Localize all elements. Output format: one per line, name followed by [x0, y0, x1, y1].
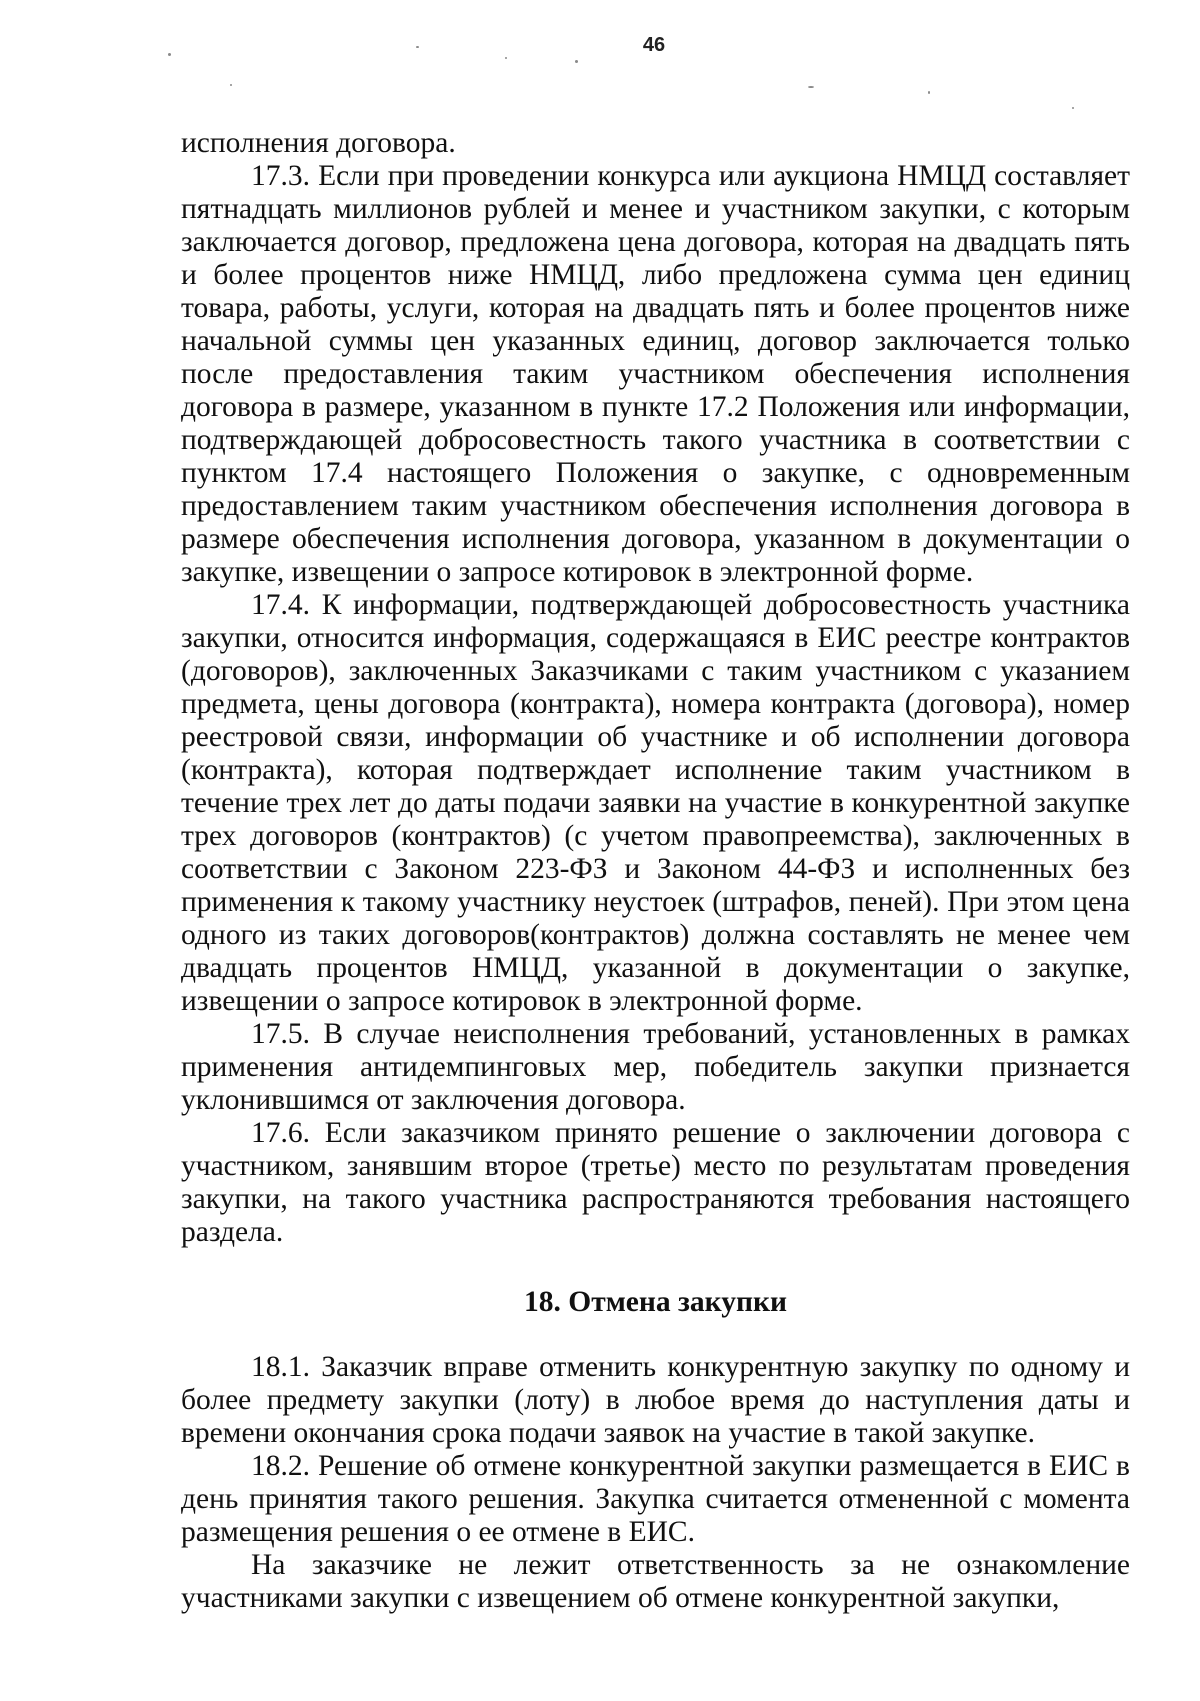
scan-speck	[928, 91, 930, 94]
section-heading: 18. Отмена закупки	[524, 1286, 787, 1318]
paragraph-17-3: 17.3. Если при проведении конкурса или аукциона НМЦД составляет пятнадцать миллионов рублей и менее и участником закупки, с которым заключается договор, предложена цена договора, которая на двадцать пять и более процентов ниже НМЦД, либо предложена сумма цен единиц товара, работы, услуги, которая на двадцать пять и более процентов ниже начальной суммы цен указанных единиц, договор заключается только после предоставления таким участником обеспечения исполнения договора в размере, указанном в пункте 17.2 Положения или информации, подтверждающей добросовестность такого участника в соответствии с пунктом 17.4 настоящего Положения о закупке, с одновременным предоставлением таким участником обеспечения исполнения договора в размере обеспечения исполнения договора, указанном в документации о закупке, извещении о запросе котировок в электронной форме.	[181, 160, 1130, 588]
paragraph-18-1: 18.1. Заказчик вправе отменить конкурентную закупку по одному и более предмету закупки (лоту) в любое время до наступления даты и времени окончания срока подачи заявок на участие в такой закупке.	[181, 1351, 1130, 1449]
paragraph-18-2-continued: На заказчике не лежит ответственность за не ознакомление участниками закупки с извещением об отмене конкурентной закупки,	[181, 1549, 1130, 1614]
scan-speck	[230, 84, 232, 86]
page-number: 46	[642, 34, 666, 56]
paragraph-18-2: 18.2. Решение об отмене конкурентной закупки размещается в ЕИС в день принятия такого решения. Закупка считается отмененной с момента размещения решения о ее отмене в ЕИС.	[181, 1450, 1130, 1548]
scan-speck	[1072, 107, 1074, 109]
paragraph-17-4: 17.4. К информации, подтверждающей добросовестность участника закупки, относится информация, содержащаяся в ЕИС реестре контрактов (договоров), заключенных Заказчиками с таким участником с указанием предмета, цены договора (контракта), номера контракта (договора), номер реестровой связи, информации об участнике и об исполнении договора (контракта), которая подтверждает исполнение таким участником в течение трех лет до даты подачи заявки на участие в конкурентной закупке трех договоров (контрактов) (с учетом правопреемства), заключенных в соответствии с Законом 223-ФЗ и Законом 44-ФЗ и исполненных без применения к такому участнику неустоек (штрафов, пеней). При этом цена одного из таких договоров(контрактов) должна составлять не менее чем двадцать процентов НМЦД, указанной в документации о закупке, извещении о запросе котировок в электронной форме.	[181, 589, 1130, 1017]
scan-speck	[505, 57, 507, 59]
paragraph-17-5: 17.5. В случае неисполнения требований, установленных в рамках применения антидемпинговых мер, победитель закупки признается уклонившимся от заключения договора.	[181, 1018, 1130, 1116]
document-body	[181, 127, 1130, 1615]
paragraph-17-2-end: исполнения договора.	[181, 127, 456, 159]
scan-speck	[808, 86, 814, 88]
paragraph-17-6: 17.6. Если заказчиком принято решение о заключении договора с участником, занявшим второе (третье) место по результатам проведения закупки, на такого участника распространяются требования настоящего раздела.	[181, 1117, 1130, 1248]
scan-speck	[575, 60, 578, 63]
